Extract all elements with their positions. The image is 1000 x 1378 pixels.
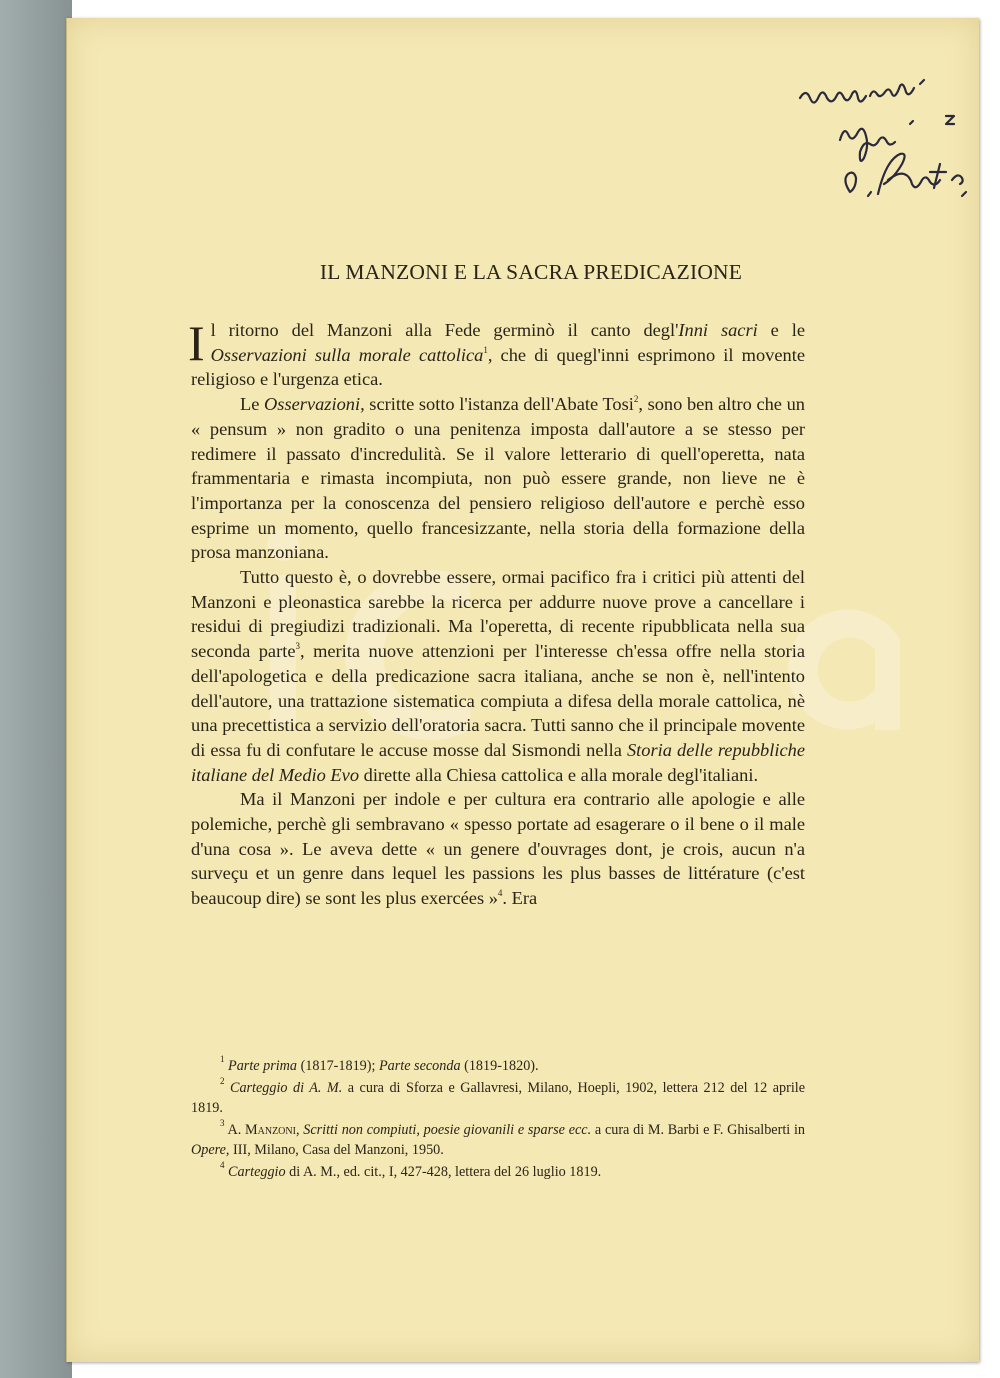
footnote-2 [191,1078,805,1118]
text-run: Scritti non compiuti, poesie giovanili e sparse ecc. [303,1122,592,1138]
footnote-ref: 1 [483,344,488,355]
text-run: , sono ben altro che un « pensum » non gradito o una penitenza imposta dall'autore a se stesso per redimere il passato d'incredulità. Se il valore letterario di quell'operetta, nata frammentaria e rimasta incompiuta, non può essere grande, non lieve ne è l'importanza per la conoscenza del pensiero religioso dell'autore e perchè esso esprime un momento, quello francesizzante, nella storia della formazione della prosa manzoniana. [191,394,805,563]
text-run: Carteggio di A. M. [229,1080,343,1096]
italic-title-storia: Storia delle repubbliche italiane del Medio Evo [191,739,805,785]
text-run: a cura di M. Barbi e F. Ghisalberti in [591,1122,805,1138]
text-run: (1817-1819); [297,1058,379,1074]
text-run: , merita nuove attenzioni per l'interesse ch'essa offre nella storia dell'apologetica e della predicazione sacra italiana, anche se non è, nell'intento dell'autore, una trattazione sistematica compiuta a difesa della morale cattolica, nè una precettistica a servizio dell'oratoria sacra. Tutti sanno che il principale movente di essa fu di confutare le accuse mosse dal Sismondi nella [191,641,805,760]
text-run: di A. M., ed. cit., I, 427-428, lettera del 26 luglio 1819. [285,1164,602,1180]
text-run: Carteggio [228,1164,286,1180]
footnote-number: 2 [220,1076,225,1086]
footnote-ref: 2 [633,394,639,405]
text-run: . Era [502,888,538,909]
paragraph-4 [191,787,805,911]
text-run: , [295,1122,304,1138]
footnote-ref: 3 [295,641,300,652]
footnote-number: 1 [220,1054,225,1064]
text-run: Opere, [191,1142,230,1158]
paragraph-2 [191,392,805,565]
italic-title-osservazioni: Osservazioni sulla morale cattolica [210,344,484,365]
footnote-number: 3 [220,1118,225,1128]
drop-cap: I [188,315,205,371]
article-body [188,315,805,911]
footnote-ref: 4 [497,888,503,899]
handwritten-inscription [0,0,1000,240]
text-run: l ritorno del Manzoni alla Fede germinò il canto degl' [210,320,679,340]
text-run: (1819-1820). [460,1058,539,1074]
text-run: a cura di Sforza e Gallavresi, Milano, Hoepli, 1902, lettera 212 del 12 aprile 1819. [191,1080,806,1116]
text-run: , che di quegl'inni esprimono il movente religioso e l'urgenza etica. [191,344,805,390]
author-name: Manzoni [245,1122,296,1138]
italic-title-inni-sacri: Inni sacri [678,320,758,340]
text-run: dirette alla Chiesa cattolica e alla morale degl'italiani. [359,764,759,785]
text-run: Parte seconda [378,1058,461,1074]
footnote-1 [191,1056,805,1076]
text-run: Ma il Manzoni per indole e per cultura era contrario alle apologie e alle polemiche, perchè gli sembravano « spesso portate ad esagerare o il bene o il male d'una cosa ». Le aveva dette « un genere d'ouvrages dont, je crois, aucun n'a surveçu et un genre dans lequel les passions les plus basses de littérature (c'est beaucoup dire) se sont les plus exercées » [191,789,805,909]
footnote-number: 4 [220,1160,225,1170]
footnote-3 [191,1120,805,1160]
paragraph-1 [188,315,805,392]
text-run: A. [227,1122,246,1138]
text-run: Tutto questo è, o dovrebbe essere, ormai pacifico fra i critici più attenti del Manzoni e pleonastica sarebbe la ricerca per addurre nuove prove a cancellare i residui di pregiudizi tradizionali. Ma l'operetta, di recente ripubblicata nella sua seconda parte [191,567,805,662]
text-run: scritte sotto l'istanza dell'Abate Tosi [364,394,634,415]
text-run: e le [757,320,805,340]
italic-title-osservazioni: Osservazioni, [264,394,365,415]
text-run: III, Milano, Casa del Manzoni, 1950. [229,1142,444,1158]
text-run: Le [240,394,265,415]
text-run: Parte prima [228,1058,298,1074]
footnote-4 [191,1162,805,1182]
footnotes [191,1056,805,1184]
article-title: IL MANZONI E LA SACRA PREDICAZIONE [319,260,743,284]
paragraph-3 [191,565,805,787]
